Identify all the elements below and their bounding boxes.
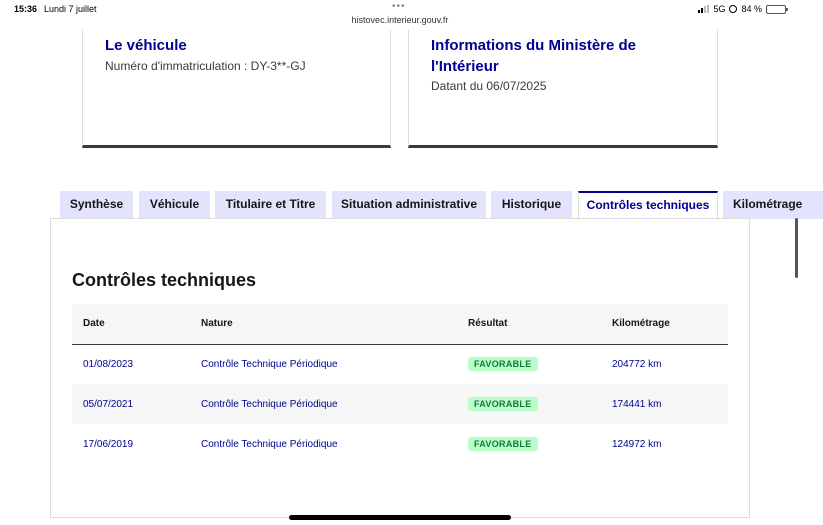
column-header-date: Date [83, 318, 105, 330]
result-badge: FAVORABLE [468, 437, 538, 451]
data-date: Datant du 06/07/2025 [431, 79, 547, 93]
network-type: 5G [713, 4, 726, 14]
battery-percent: 84 % [741, 4, 762, 14]
tab-historique[interactable]: Historique [491, 191, 572, 219]
cellular-signal-icon [698, 5, 709, 13]
battery-icon [766, 5, 786, 14]
status-date: Lundi 7 juillet [44, 4, 97, 14]
table-row [72, 424, 728, 464]
section-title: Contrôles techniques [72, 270, 257, 290]
more-dots-icon[interactable]: ••• [392, 1, 406, 12]
tab-vehicule[interactable]: Véhicule [139, 191, 210, 219]
tab-titulaire[interactable]: Titulaire et Titre [215, 191, 326, 219]
status-time: 15:36 [14, 4, 38, 14]
status-right [698, 4, 786, 14]
tab-situation[interactable]: Situation administrative [332, 191, 486, 219]
column-header-result: Résultat [468, 318, 508, 330]
row-date: 01/08/2023 [83, 358, 134, 370]
vehicle-card [82, 30, 391, 148]
row-date: 05/07/2021 [83, 398, 134, 410]
row-nature: Contrôle Technique Périodique [201, 398, 338, 410]
tab-list [60, 191, 803, 219]
table-row [72, 384, 728, 424]
tab-kilometrage[interactable]: Kilométrage [723, 191, 823, 219]
row-nature: Contrôle Technique Périodique [201, 438, 338, 450]
home-indicator[interactable] [289, 515, 511, 520]
registration-number: Numéro d'immatriculation : DY-3**-GJ [105, 59, 306, 73]
row-mileage: 124972 km [612, 438, 662, 450]
status-bar [0, 0, 800, 30]
ministry-card-title[interactable]: Informations du Ministère de l'Intérieur [431, 37, 637, 75]
row-mileage: 204772 km [612, 358, 662, 370]
row-mileage: 174441 km [612, 398, 662, 410]
address-bar-url[interactable]: histovec.interieur.gouv.fr [351, 15, 449, 25]
orientation-lock-icon [729, 5, 737, 13]
tab-controles-techniques[interactable]: Contrôles techniques [578, 191, 718, 220]
inspections-table [72, 304, 728, 464]
tab-synthese[interactable]: Synthèse [60, 191, 133, 219]
row-nature: Contrôle Technique Périodique [201, 358, 338, 370]
column-header-mileage: Kilométrage [612, 318, 670, 330]
result-badge: FAVORABLE [468, 357, 538, 371]
row-date: 17/06/2019 [83, 438, 134, 450]
column-header-nature: Nature [201, 318, 233, 330]
ministry-card [408, 30, 718, 148]
vehicle-card-title[interactable]: Le véhicule [105, 37, 187, 54]
scrollbar[interactable] [795, 218, 798, 278]
result-badge: FAVORABLE [468, 397, 538, 411]
table-row [72, 344, 728, 384]
table-header-row [72, 304, 728, 344]
